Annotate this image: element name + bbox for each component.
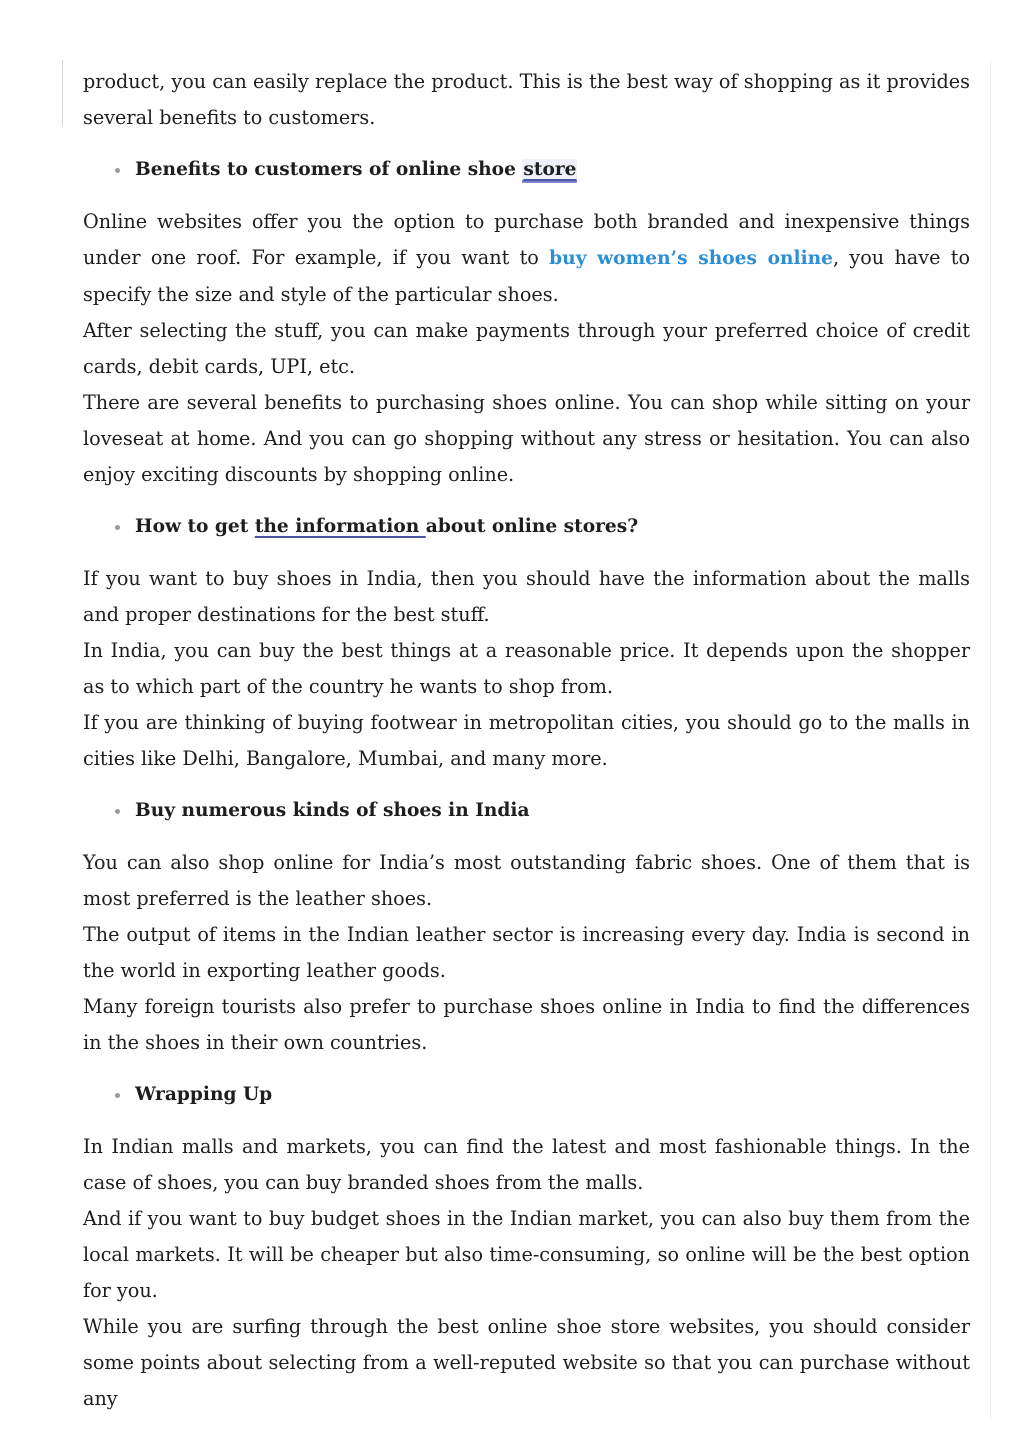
paragraph — [83, 204, 970, 313]
margin-rule — [62, 60, 63, 126]
heading-item — [83, 509, 970, 545]
heading-item — [83, 152, 970, 188]
paragraph: After selecting the stuff, you can make payments through your preferred choice of credit cards, debit cards, UPI, etc. — [83, 319, 970, 378]
heading-item: Wrapping Up — [83, 1077, 970, 1113]
paragraph: And if you want to buy budget shoes in the Indian market, you can also buy them from the local markets. It will be cheaper but also time-consuming, so online will be the best option for you. — [83, 1207, 970, 1302]
store-link[interactable]: store — [522, 159, 577, 183]
heading-text: about online stores? — [425, 516, 639, 537]
paragraph: You can also shop online for India’s most outstanding fabric shoes. One of them that is most preferred is the leather shoes. — [83, 851, 970, 910]
paragraph-text: Online websites offer you the option to purchase both branded and inexpensive things under one roof. For example, if you want to — [83, 210, 970, 269]
paragraph: If you want to buy shoes in India, then you should have the information about the malls and proper destinations for the best stuff. — [83, 567, 970, 626]
paragraph: In India, you can buy the best things at a reasonable price. It depends upon the shopper as to which part of the country he wants to shop from. — [83, 639, 970, 698]
section-heading-information — [83, 509, 970, 545]
paragraph: If you are thinking of buying footwear in metropolitan cities, you should go to the malls in cities like Delhi, Bangalore, Mumbai, and many more. — [83, 711, 970, 770]
paragraph: Many foreign tourists also prefer to purchase shoes online in India to find the differences in the shoes in their own countries. — [83, 995, 970, 1054]
heading-item: Buy numerous kinds of shoes in India — [83, 793, 970, 829]
section-heading-benefits — [83, 152, 970, 188]
paragraph: There are several benefits to purchasing shoes online. You can shop while sitting on your loveseat at home. And you can go shopping without any stress or hesitation. You can also enjoy exciting discounts by shopping online. — [83, 391, 970, 486]
information-link[interactable]: the information — [254, 516, 426, 537]
page-edge — [990, 60, 991, 1420]
intro-paragraph: product, you can easily replace the product. This is the best way of shopping as it provides several benefits to customers. — [83, 70, 970, 129]
buy-womens-shoes-link[interactable]: buy women’s shoes online — [549, 248, 833, 269]
paragraph: The output of items in the Indian leather sector is increasing every day. India is second in the world in exporting leather goods. — [83, 923, 970, 982]
paragraph: While you are surfing through the best online shoe store websites, you should consider some points about selecting from a well-reputed website so that you can purchase without any — [83, 1315, 970, 1410]
section-heading-wrapping-up — [83, 1077, 970, 1113]
heading-text: How to get — [135, 516, 255, 537]
section-heading-kinds — [83, 793, 970, 829]
paragraph-text: , you have to specify the size and style of the particular shoes. — [83, 246, 970, 306]
paragraph: In Indian malls and markets, you can find the latest and most fashionable things. In the case of shoes, you can buy branded shoes from the malls. — [83, 1135, 970, 1194]
heading-text: Benefits to customers of online shoe — [135, 159, 523, 180]
article-body — [83, 64, 970, 1417]
